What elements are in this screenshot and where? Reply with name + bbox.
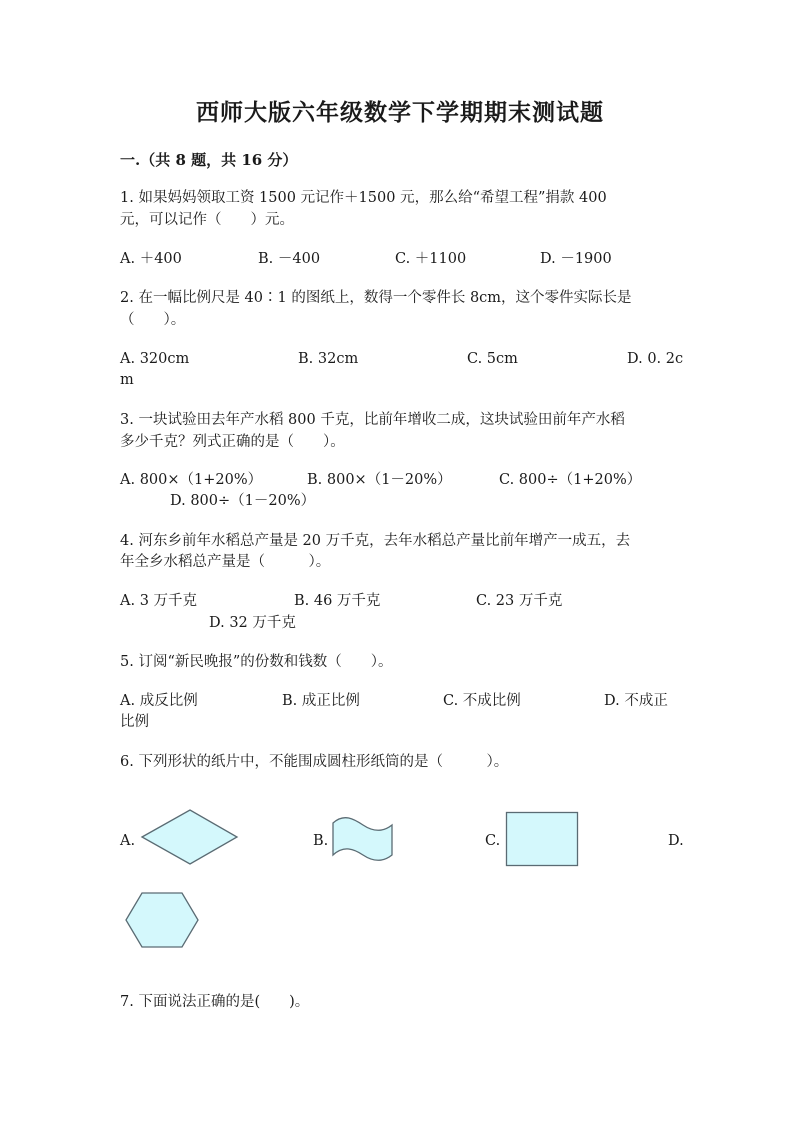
question-1-option-a[interactable]: A. ＋400	[120, 251, 182, 267]
question-5-option-d[interactable]: D. 不成正	[604, 693, 668, 709]
question-6-option-a-label[interactable]: A.	[120, 833, 136, 849]
question-4-option-a[interactable]: A. 3 万千克	[120, 593, 198, 609]
question-2-option-b[interactable]: B. 32cm	[298, 351, 359, 367]
question-3-option-d[interactable]: D. 800÷（1－20%）	[170, 493, 316, 509]
section-heading: 一.（共 8 题，共 16 分）	[120, 151, 298, 169]
question-6-option-d-label[interactable]: D.	[668, 833, 684, 849]
question-4-option-c[interactable]: C. 23 万千克	[476, 593, 563, 609]
question-3-option-a[interactable]: A. 800×（1+20%）	[120, 472, 263, 488]
question-5-option-d-wrap: 比例	[120, 714, 149, 730]
question-3-option-c[interactable]: C. 800÷（1+20%）	[499, 472, 642, 488]
question-5-option-a[interactable]: A. 成反比例	[120, 693, 198, 709]
question-2-text-line1: 2. 在一幅比例尺是 40∶1 的图纸上，数得一个零件长 8cm，这个零件实际长是	[120, 290, 632, 306]
question-3-text-line2: 多少千克？列式正确的是（ ）。	[120, 434, 345, 450]
question-1-option-b[interactable]: B. －400	[258, 251, 321, 267]
question-5-option-b[interactable]: B. 成正比例	[282, 693, 360, 709]
rhombus-shape[interactable]	[140, 808, 240, 866]
question-5-option-c[interactable]: C. 不成比例	[443, 693, 521, 709]
wave-rectangle-shape[interactable]	[330, 815, 396, 863]
question-7-text-line1: 7. 下面说法正确的是( )。	[120, 994, 310, 1010]
question-3-option-b[interactable]: B. 800×（1－20%）	[307, 472, 452, 488]
question-1-text-line1: 1. 如果妈妈领取工资 1500 元记作＋1500 元，那么给“希望工程”捐款 400	[120, 190, 607, 206]
question-3-text-line1: 3. 一块试验田去年产水稻 800 千克，比前年增收二成，这块试验田前年产水稻	[120, 412, 625, 428]
question-2-option-a[interactable]: A. 320cm	[120, 351, 190, 367]
question-6-option-b-label[interactable]: B.	[313, 833, 329, 849]
question-4-text-line2: 年全乡水稻总产量是（ ）。	[120, 554, 331, 570]
question-4-option-b[interactable]: B. 46 万千克	[294, 593, 381, 609]
question-2-text-line2: （ ）。	[120, 312, 186, 328]
question-2-option-d[interactable]: D. 0. 2c	[627, 351, 684, 367]
question-5-text-line1: 5. 订阅“新民晚报”的份数和钱数（ ）。	[120, 654, 393, 670]
question-6-option-c-label[interactable]: C.	[485, 833, 501, 849]
question-1-option-c[interactable]: C. ＋1100	[395, 251, 467, 267]
page-title: 西师大版六年级数学下学期期末测试题	[196, 99, 604, 126]
hexagon-shape[interactable]	[124, 891, 200, 949]
question-6-text-line1: 6. 下列形状的纸片中，不能围成圆柱形纸筒的是（ ）。	[120, 754, 509, 770]
question-4-option-d[interactable]: D. 32 万千克	[209, 615, 296, 631]
question-2-option-c[interactable]: C. 5cm	[467, 351, 518, 367]
question-2-option-d-wrap: m	[120, 372, 134, 388]
question-4-text-line1: 4. 河东乡前年水稻总产量是 20 万千克，去年水稻总产量比前年增产一成五，去	[120, 533, 631, 549]
question-1-option-d[interactable]: D. －1900	[540, 251, 612, 267]
rectangle-shape[interactable]	[505, 811, 580, 867]
question-1-text-line2: 元，可以记作（ ）元。	[120, 212, 294, 228]
